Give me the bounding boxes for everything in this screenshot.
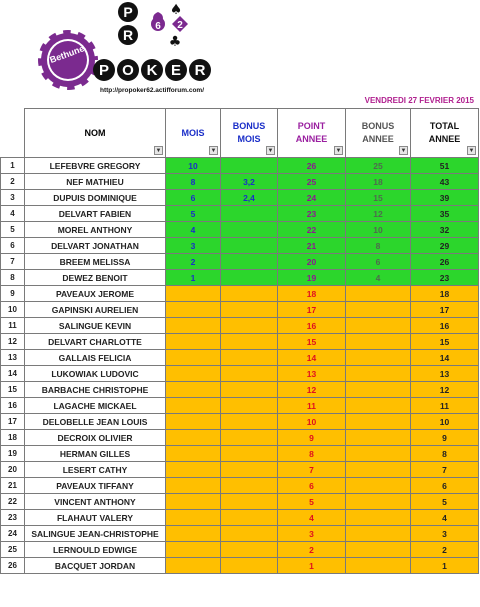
svg-text:O: O [122,62,134,79]
table-row [1,286,479,302]
table-row [1,542,479,558]
bonus-annee-cell [346,302,411,318]
mois-cell [166,542,221,558]
table-row [1,510,479,526]
bonus-annee-cell: 4 [346,270,411,286]
point-annee-cell: 4 [278,510,346,526]
player-name-cell: DUPUIS DOMINIQUE [25,190,166,206]
rank-cell: 11 [1,318,25,334]
bonus-mois-cell [221,238,278,254]
point-annee-header-line2: ANNEE [295,134,328,144]
svg-text:P: P [123,4,133,20]
mois-cell [166,526,221,542]
bonus-annee-cell [346,414,411,430]
bonus-mois-cell [221,302,278,318]
point-annee-cell: 2 [278,542,346,558]
nom-filter-dropdown[interactable]: ▼ [155,148,162,154]
bonus-annee-cell: 25 [346,158,411,174]
mois-cell [166,462,221,478]
point-annee-filter-dropdown[interactable]: ▼ [335,148,342,154]
mois-filter-dropdown[interactable]: ▼ [210,148,217,154]
svg-text:6: 6 [155,21,161,32]
point-annee-cell: 8 [278,446,346,462]
rank-cell: 2 [1,174,25,190]
ranking-date: VENDREDI 27 FEVRIER 2015 [364,96,474,105]
bonus-annee-cell [346,366,411,382]
total-annee-cell: 51 [411,158,479,174]
rank-cell: 21 [1,478,25,494]
bonus-annee-cell [346,286,411,302]
bonus-mois-cell [221,382,278,398]
point-annee-cell: 21 [278,238,346,254]
bonus-annee-header-line1: BONUS [361,121,395,131]
bonus-mois-cell [221,414,278,430]
table-row [1,222,479,238]
total-annee-cell: 5 [411,494,479,510]
mois-cell: 4 [166,222,221,238]
table-row [1,158,479,174]
mois-cell [166,558,221,574]
total-annee-cell: 39 [411,190,479,206]
total-annee-cell: 29 [411,238,479,254]
total-annee-cell: 4 [411,510,479,526]
total-annee-cell: 32 [411,222,479,238]
bonus-annee-cell [346,542,411,558]
mois-cell [166,286,221,302]
bonus-annee-cell [346,478,411,494]
rank-cell: 17 [1,414,25,430]
bonus-annee-filter-dropdown[interactable]: ▼ [400,148,407,154]
table-row [1,174,479,190]
player-name-cell: LERNOULD EDWIGE [25,542,166,558]
table-row [1,302,479,318]
table-row [1,462,479,478]
player-name-cell: VINCENT ANTHONY [25,494,166,510]
player-name-cell: LAGACHE MICKAEL [25,398,166,414]
table-row [1,494,479,510]
bonus-annee-cell [346,558,411,574]
mois-cell [166,414,221,430]
table-row [1,398,479,414]
rank-header-cell [1,109,25,158]
logo-poker-word [93,59,211,81]
player-name-cell: GAPINSKI AURELIEN [25,302,166,318]
bonus-annee-cell: 10 [346,222,411,238]
player-name-cell: NEF MATHIEU [25,174,166,190]
rank-cell: 9 [1,286,25,302]
mois-header [166,109,221,158]
player-name-cell: LEFEBVRE GREGORY [25,158,166,174]
svg-text:E: E [170,62,182,79]
rank-cell: 25 [1,542,25,558]
bonus-mois-cell [221,350,278,366]
table-row [1,206,479,222]
player-name-cell: DEWEZ BENOIT [25,270,166,286]
point-annee-cell: 26 [278,158,346,174]
player-name-cell: PAVEAUX JEROME [25,286,166,302]
svg-text:♠: ♠ [169,2,183,18]
point-annee-cell: 22 [278,222,346,238]
total-annee-cell: 17 [411,302,479,318]
total-annee-cell: 6 [411,478,479,494]
table-row [1,382,479,398]
bonus-mois-cell [221,206,278,222]
point-annee-cell: 11 [278,398,346,414]
player-name-cell: BREEM MELISSA [25,254,166,270]
bonus-mois-cell [221,398,278,414]
rank-cell: 6 [1,238,25,254]
table-row [1,446,479,462]
bonus-mois-header-line1: BONUS [232,121,266,131]
player-name-cell: LUKOWIAK LUDOVIC [25,366,166,382]
mois-header-label: MOIS [181,127,205,138]
player-name-cell: PAVEAUX TIFFANY [25,478,166,494]
mois-cell [166,430,221,446]
rank-cell: 14 [1,366,25,382]
ranking-table [0,108,479,574]
table-row [1,366,479,382]
bonus-annee-cell: 6 [346,254,411,270]
rank-cell: 20 [1,462,25,478]
rank-cell: 1 [1,158,25,174]
bonus-annee-cell [346,446,411,462]
bonus-mois-cell: 3,2 [221,174,278,190]
nom-header-label: NOM [84,127,106,138]
table-row [1,430,479,446]
bonus-mois-header-line2: MOIS [237,134,261,144]
total-annee-cell: 26 [411,254,479,270]
total-annee-cell: 2 [411,542,479,558]
rank-cell: 15 [1,382,25,398]
svg-text:R: R [122,27,134,43]
bonus-mois-cell [221,478,278,494]
point-annee-header-line1: POINT [297,121,326,131]
bonus-annee-cell [346,462,411,478]
player-name-cell: DECROIX OLIVIER [25,430,166,446]
total-annee-cell: 8 [411,446,479,462]
mois-cell [166,318,221,334]
point-annee-cell: 24 [278,190,346,206]
bonus-mois-cell [221,270,278,286]
mois-cell: 3 [166,238,221,254]
table-row [1,558,479,574]
player-name-cell: GALLAIS FELICIA [25,350,166,366]
player-name-cell: FLAHAUT VALERY [25,510,166,526]
point-annee-cell: 7 [278,462,346,478]
total-annee-cell: 9 [411,430,479,446]
rank-cell: 13 [1,350,25,366]
bonus-mois-cell [221,430,278,446]
total-annee-cell: 12 [411,382,479,398]
rank-cell: 8 [1,270,25,286]
total-annee-cell: 1 [411,558,479,574]
bonus-mois-cell [221,446,278,462]
bonus-mois-header [221,109,278,158]
bonus-mois-cell [221,222,278,238]
mois-cell: 10 [166,158,221,174]
rank-cell: 4 [1,206,25,222]
table-row [1,526,479,542]
rank-cell: 16 [1,398,25,414]
total-annee-cell: 14 [411,350,479,366]
point-annee-cell: 1 [278,558,346,574]
bonus-annee-cell [346,318,411,334]
total-annee-cell: 18 [411,286,479,302]
rank-cell: 23 [1,510,25,526]
mois-cell [166,398,221,414]
bonus-annee-cell: 8 [346,238,411,254]
rank-cell: 22 [1,494,25,510]
mois-cell: 1 [166,270,221,286]
bonus-annee-cell [346,526,411,542]
total-annee-cell: 15 [411,334,479,350]
player-name-cell: SALINGUE JEAN-CHRISTOPHE [25,526,166,542]
bonus-annee-header-line2: ANNEE [362,134,394,144]
bonus-mois-cell [221,254,278,270]
table-row [1,270,479,286]
mois-cell [166,446,221,462]
svg-text:2: 2 [177,20,183,31]
table-row [1,334,479,350]
bonus-mois-cell [221,334,278,350]
total-annee-header-line2: ANNEE [428,134,461,144]
logo-top-letters [118,2,188,50]
mois-cell [166,478,221,494]
total-annee-header-line1: TOTAL [429,121,460,131]
total-annee-filter-dropdown[interactable]: ▼ [468,148,475,154]
player-name-cell: MOREL ANTHONY [25,222,166,238]
mois-cell: 6 [166,190,221,206]
total-annee-cell: 10 [411,414,479,430]
table-row [1,318,479,334]
table-row [1,238,479,254]
table-row [1,350,479,366]
bonus-mois-cell [221,558,278,574]
mois-cell: 2 [166,254,221,270]
rank-cell: 10 [1,302,25,318]
point-annee-cell: 14 [278,350,346,366]
total-annee-cell: 13 [411,366,479,382]
total-annee-header [411,109,479,158]
total-annee-cell: 16 [411,318,479,334]
mois-cell [166,382,221,398]
point-annee-cell: 3 [278,526,346,542]
player-name-cell: DELVART FABIEN [25,206,166,222]
bonus-annee-cell [346,398,411,414]
point-annee-cell: 20 [278,254,346,270]
player-name-cell: SALINGUE KEVIN [25,318,166,334]
bonus-mois-cell [221,286,278,302]
logo-url: http://propoker62.actifforum.com/ [99,87,205,94]
rank-cell: 26 [1,558,25,574]
bonus-mois-cell [221,542,278,558]
table-row [1,190,479,206]
bonus-annee-cell: 12 [346,206,411,222]
mois-cell [166,510,221,526]
svg-text:K: K [146,62,158,79]
rank-cell: 18 [1,430,25,446]
point-annee-cell: 13 [278,366,346,382]
point-annee-cell: 23 [278,206,346,222]
player-name-cell: LESERT CATHY [25,462,166,478]
player-name-cell: DELVART JONATHAN [25,238,166,254]
nom-header [25,109,166,158]
point-annee-cell: 18 [278,286,346,302]
point-annee-cell: 6 [278,478,346,494]
mois-cell [166,350,221,366]
mois-cell: 8 [166,174,221,190]
svg-text:Bethune: Bethune [48,43,86,66]
bonus-mois-cell [221,510,278,526]
point-annee-cell: 10 [278,414,346,430]
point-annee-cell: 9 [278,430,346,446]
bonus-mois-cell [221,366,278,382]
point-annee-cell: 16 [278,318,346,334]
table-row [1,414,479,430]
svg-text:P: P [98,62,110,79]
bonus-annee-cell [346,382,411,398]
bonus-annee-header [346,109,411,158]
point-annee-cell: 5 [278,494,346,510]
total-annee-cell: 35 [411,206,479,222]
total-annee-cell: 7 [411,462,479,478]
propoker62-logo [30,0,230,100]
mois-cell [166,494,221,510]
bonus-annee-cell [346,494,411,510]
bonus-annee-cell [346,350,411,366]
player-name-cell: BARBACHE CHRISTOPHE [25,382,166,398]
point-annee-cell: 15 [278,334,346,350]
rank-cell: 24 [1,526,25,542]
svg-text:R: R [194,62,206,79]
mois-cell: 5 [166,206,221,222]
player-name-cell: BACQUET JORDAN [25,558,166,574]
table-row [1,254,479,270]
player-name-cell: HERMAN GILLES [25,446,166,462]
player-name-cell: DELOBELLE JEAN LOUIS [25,414,166,430]
svg-text:♣: ♣ [168,34,182,50]
bonus-mois-cell [221,158,278,174]
bonus-annee-cell [346,510,411,526]
bonus-mois-cell: 2,4 [221,190,278,206]
total-annee-cell: 11 [411,398,479,414]
rank-cell: 3 [1,190,25,206]
table-header-row [1,109,479,158]
total-annee-cell: 23 [411,270,479,286]
bonus-mois-cell [221,494,278,510]
rank-cell: 7 [1,254,25,270]
total-annee-cell: 43 [411,174,479,190]
total-annee-cell: 3 [411,526,479,542]
rank-cell: 12 [1,334,25,350]
mois-cell [166,366,221,382]
bonus-annee-cell: 18 [346,174,411,190]
chip-icon [38,30,98,90]
bonus-mois-filter-dropdown[interactable]: ▼ [267,148,274,154]
rank-cell: 5 [1,222,25,238]
point-annee-cell: 19 [278,270,346,286]
table-row [1,478,479,494]
rank-cell: 19 [1,446,25,462]
bonus-mois-cell [221,462,278,478]
player-name-cell: DELVART CHARLOTTE [25,334,166,350]
bonus-annee-cell [346,334,411,350]
point-annee-cell: 12 [278,382,346,398]
bonus-mois-cell [221,526,278,542]
bonus-annee-cell: 15 [346,190,411,206]
point-annee-header [278,109,346,158]
mois-cell [166,302,221,318]
point-annee-cell: 17 [278,302,346,318]
bonus-mois-cell [221,318,278,334]
bonus-annee-cell [346,430,411,446]
mois-cell [166,334,221,350]
point-annee-cell: 25 [278,174,346,190]
